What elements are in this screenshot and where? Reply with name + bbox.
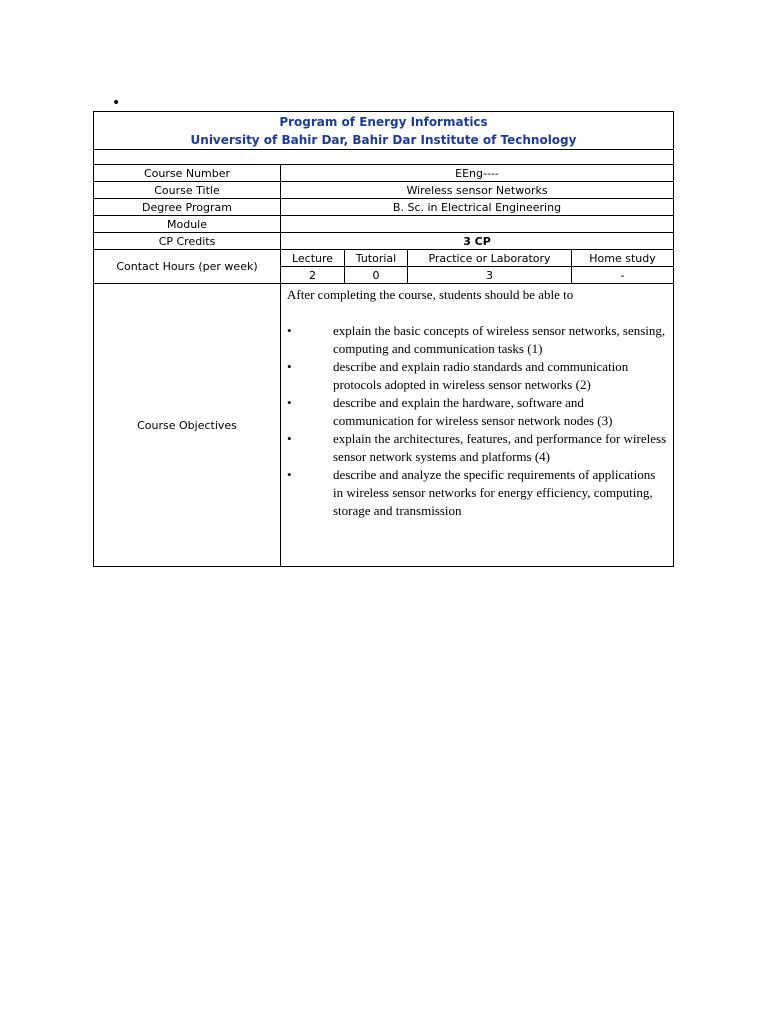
list-item: • describe and analyze the specific requirements of applications in wireless sensor networks for energy efficiency, computing, storage and transmission: [287, 466, 667, 520]
lecture-header: Lecture: [281, 250, 345, 267]
course-number-label: Course Number: [94, 165, 281, 182]
practice-header: Practice or Laboratory: [408, 250, 572, 267]
list-item: • describe and explain radio standards and communication protocols adopted in wireless sensor networks (2): [287, 358, 667, 394]
spacer-row: [94, 150, 674, 165]
table-row: [94, 250, 674, 267]
course-objectives-content: [281, 284, 674, 567]
home-study-header: Home study: [572, 250, 674, 267]
program-title: Program of Energy Informatics: [279, 114, 488, 129]
bullet-marker: •: [112, 95, 121, 111]
tutorial-header: Tutorial: [345, 250, 408, 267]
course-title-label: Course Title: [94, 182, 281, 199]
course-title-value: Wireless sensor Networks: [281, 182, 674, 199]
objectives-intro: After completing the course, students should be able to: [287, 287, 574, 302]
degree-program-value: B. Sc. in Electrical Engineering: [281, 199, 674, 216]
course-table: [93, 111, 674, 567]
cp-credits-label: CP Credits: [94, 233, 281, 250]
objectives-list: [287, 322, 667, 520]
degree-program-label: Degree Program: [94, 199, 281, 216]
table-row: [94, 165, 674, 182]
cp-credits-value: 3 CP: [281, 233, 674, 250]
practice-value: 3: [408, 267, 572, 284]
contact-hours-label: Contact Hours (per week): [94, 250, 281, 284]
lecture-value: 2: [281, 267, 345, 284]
course-number-value: EEng----: [281, 165, 674, 182]
home-study-value: -: [572, 267, 674, 284]
table-row: [94, 233, 674, 250]
table-row: [94, 284, 674, 567]
list-item: • describe and explain the hardware, software and communication for wireless sensor network nodes (3): [287, 394, 667, 430]
list-item: • explain the basic concepts of wireless sensor networks, sensing, computing and communication tasks (1): [287, 322, 667, 358]
module-label: Module: [94, 216, 281, 233]
university-title: University of Bahir Dar, Bahir Dar Institute of Technology: [190, 132, 577, 147]
course-objectives-label: Course Objectives: [94, 284, 281, 567]
table-row: [94, 199, 674, 216]
list-item: • explain the architectures, features, and performance for wireless sensor network systems and platforms (4): [287, 430, 667, 466]
table-header: [94, 112, 674, 150]
tutorial-value: 0: [345, 267, 408, 284]
table-row: [94, 182, 674, 199]
module-value: [281, 216, 674, 233]
table-row: [94, 216, 674, 233]
